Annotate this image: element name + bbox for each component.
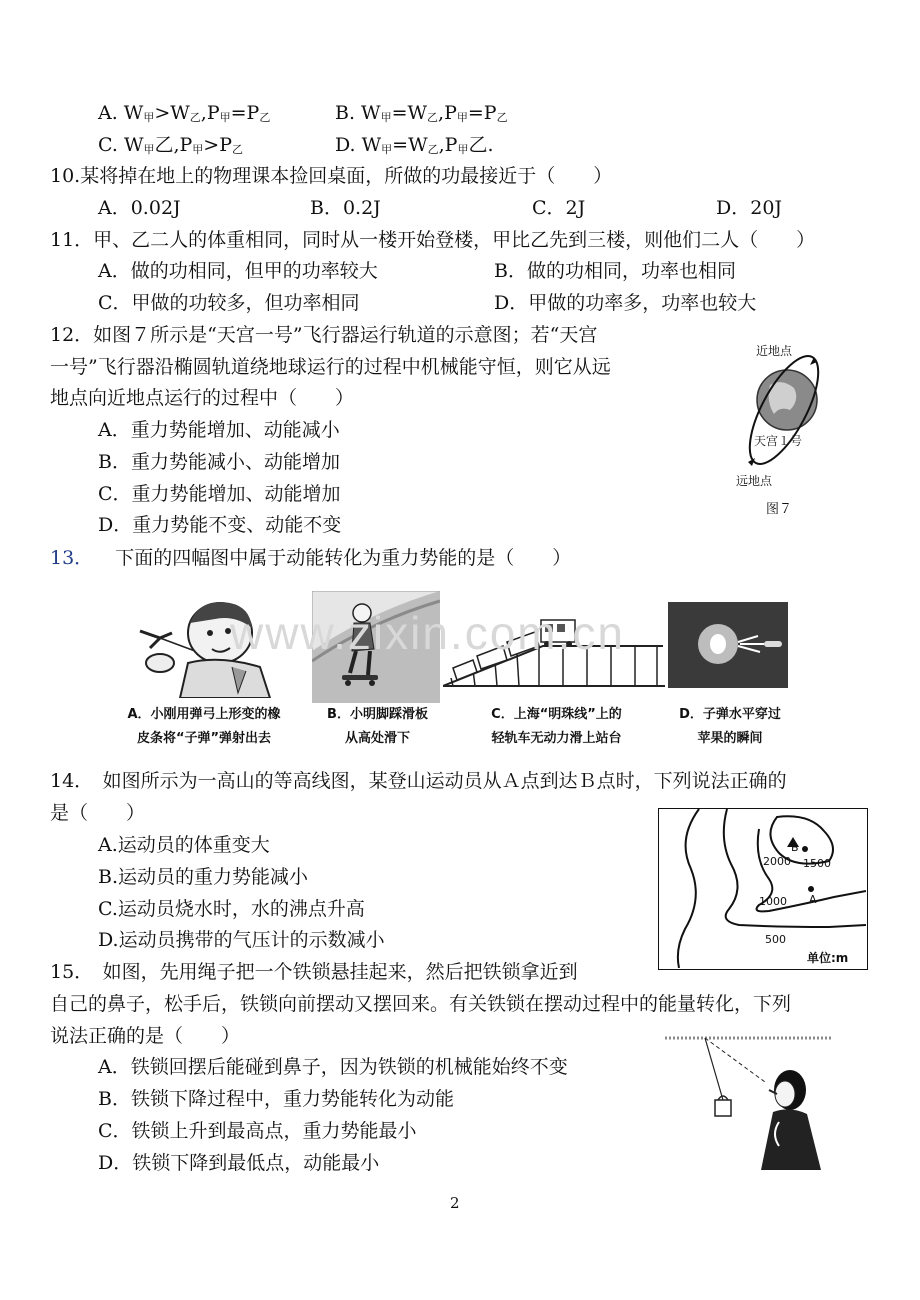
q12-stem-line-3: 地点向近地点运行的过程中（ ） [50, 387, 355, 409]
q12-option-d: D．重力势能不变、动能不变 [98, 514, 342, 536]
far-point-label: 远地点 [736, 474, 773, 488]
point-b-marker [802, 846, 808, 852]
bullet-apple-picture [668, 602, 788, 688]
q12-option-b: B．重力势能减小、动能增加 [98, 451, 340, 473]
contour-label-500: 500 [765, 933, 786, 946]
q13-caption-d-line1: D．子弹水平穿过 [679, 707, 781, 722]
q10-stem: 10.某将掉在地上的物理课本捡回桌面，所做的功最接近于（ ） [50, 165, 613, 187]
q14-stem-line-2: 是（ ） [50, 802, 146, 824]
q15-option-d: D．铁锁下降到最低点，动能最小 [98, 1152, 380, 1174]
bullet-apple-illustration [668, 602, 788, 688]
q12-stem-line-2: 一号”飞行器沿椭圆轨道绕地球运行的过程中机械能守恒，则它从远 [50, 356, 611, 378]
q13-caption-a-line2: 皮条将“子弹”弹射出去 [136, 731, 272, 746]
q13-caption-b-line2: 从高处滑下 [344, 731, 410, 746]
q11-stem: 11．甲、乙二人的体重相同，同时从一楼开始登楼，甲比乙先到三楼，则他们二人（ ） [50, 229, 816, 251]
contour-label-1000: 1000 [759, 895, 787, 908]
q13-number: 13． [50, 547, 94, 569]
q12-stem-line-1: 12．如图７所示是“天宫一号”飞行器运行轨道的示意图；若“天宫 [50, 324, 598, 346]
q14-stem-line-1: 14． 如图所示为一高山的等高线图，某登山运动员从Ａ点到达Ｂ点时，下列说法正确的 [50, 770, 787, 792]
q13-caption-c [454, 703, 659, 751]
contour-lines [659, 809, 866, 968]
iron-lock-illustration [665, 1030, 835, 1170]
q10-option-c: C．2J [532, 197, 586, 219]
q10-option-a: A．0.02J [98, 197, 181, 219]
q13-caption-a [104, 703, 304, 751]
point-a-label: A [809, 893, 817, 906]
point-a-marker [808, 886, 814, 892]
q15-stem-line-1: 15． 如图，先用绳子把一个铁锁悬挂起来，然后把铁锁拿近到 [50, 961, 578, 983]
q13-caption-c-line2: 轻轨车无动力滑上站台 [491, 731, 622, 746]
unit-label: 单位:m [807, 951, 849, 965]
q11-option-d: D．甲做的功率多，功率也较大 [494, 292, 757, 314]
q13-caption-d [665, 703, 795, 751]
orbit-figure [722, 340, 842, 520]
q13-caption-b [310, 703, 445, 751]
q13-caption-c-line1: C．上海“明珠线”上的 [491, 707, 622, 722]
q11-option-a: A．做的功相同，但甲的功率较大 [98, 260, 378, 282]
q13-caption-a-line1: A．小刚用弹弓上形变的橡 [127, 707, 281, 722]
iron-lock-picture [665, 1030, 835, 1170]
page-number: 2 [450, 1194, 460, 1212]
q15-option-c: C．铁锁上升到最高点，重力势能最小 [98, 1120, 417, 1142]
q14-option-a: A.运动员的体重变大 [98, 834, 270, 856]
q9-option-c: C. $W_甲$乙$,P_甲>P_乙$ [98, 134, 244, 156]
near-point-label: 近地点 [756, 344, 793, 358]
q13-caption-b-line1: B．小明脚踩滑板 [327, 707, 428, 722]
q15-stem-line-2: 自己的鼻子，松手后，铁锁向前摆动又摆回来。有关铁锁在摆动过程中的能量转化，下列 [50, 993, 792, 1015]
contour-label-1500: 1500 [803, 857, 831, 870]
q10-option-d: D．20J [716, 197, 783, 219]
q14-option-d: D.运动员携带的气压计的示数减小 [98, 929, 385, 951]
craft-label: 天宫１号 [754, 434, 803, 448]
q10-option-b: B．0.2J [310, 197, 381, 219]
q11-option-b: B．做的功相同，功率也相同 [494, 260, 736, 282]
lock-icon [715, 1100, 731, 1116]
q13-caption-d-line2: 苹果的瞬间 [697, 731, 763, 746]
q15-option-a: A．铁锁回摆后能碰到鼻子，因为铁锁的机械能始终不变 [98, 1056, 568, 1078]
point-b-label: B [791, 841, 799, 854]
q13-stem-text: 下面的四幅图中属于动能转化为重力势能的是（ ） [115, 547, 572, 569]
q9-option-b: B. $W_甲=W_乙,P_甲=P_乙$ [335, 102, 508, 124]
contour-map [658, 808, 868, 970]
q15-option-b: B．铁锁下降过程中，重力势能转化为动能 [98, 1088, 454, 1110]
orbit-diagram [722, 340, 842, 520]
q14-option-b: B.运动员的重力势能减小 [98, 866, 309, 888]
q9-option-a: A. $W_甲>W_乙,P_甲=P_乙$ [98, 102, 271, 124]
q15-stem-line-3: 说法正确的是（ ） [50, 1025, 241, 1047]
watermark: www.zixin.com.cn [230, 607, 625, 659]
figure-7-caption: 图７ [766, 502, 793, 517]
contour-label-2000: 2000 [763, 855, 791, 868]
q12-option-c: C．重力势能增加、动能增加 [98, 483, 341, 505]
q9-option-d: D. $W_甲=W_乙,P_甲$乙. [335, 134, 494, 156]
q11-option-c: C．甲做的功较多，但功率相同 [98, 292, 360, 314]
orbit-arrow-icon [810, 357, 817, 365]
q12-option-a: A．重力势能增加、动能减小 [98, 419, 340, 441]
q14-option-c: C.运动员烧水时，水的沸点升高 [98, 898, 365, 920]
q13-stem [50, 545, 571, 571]
